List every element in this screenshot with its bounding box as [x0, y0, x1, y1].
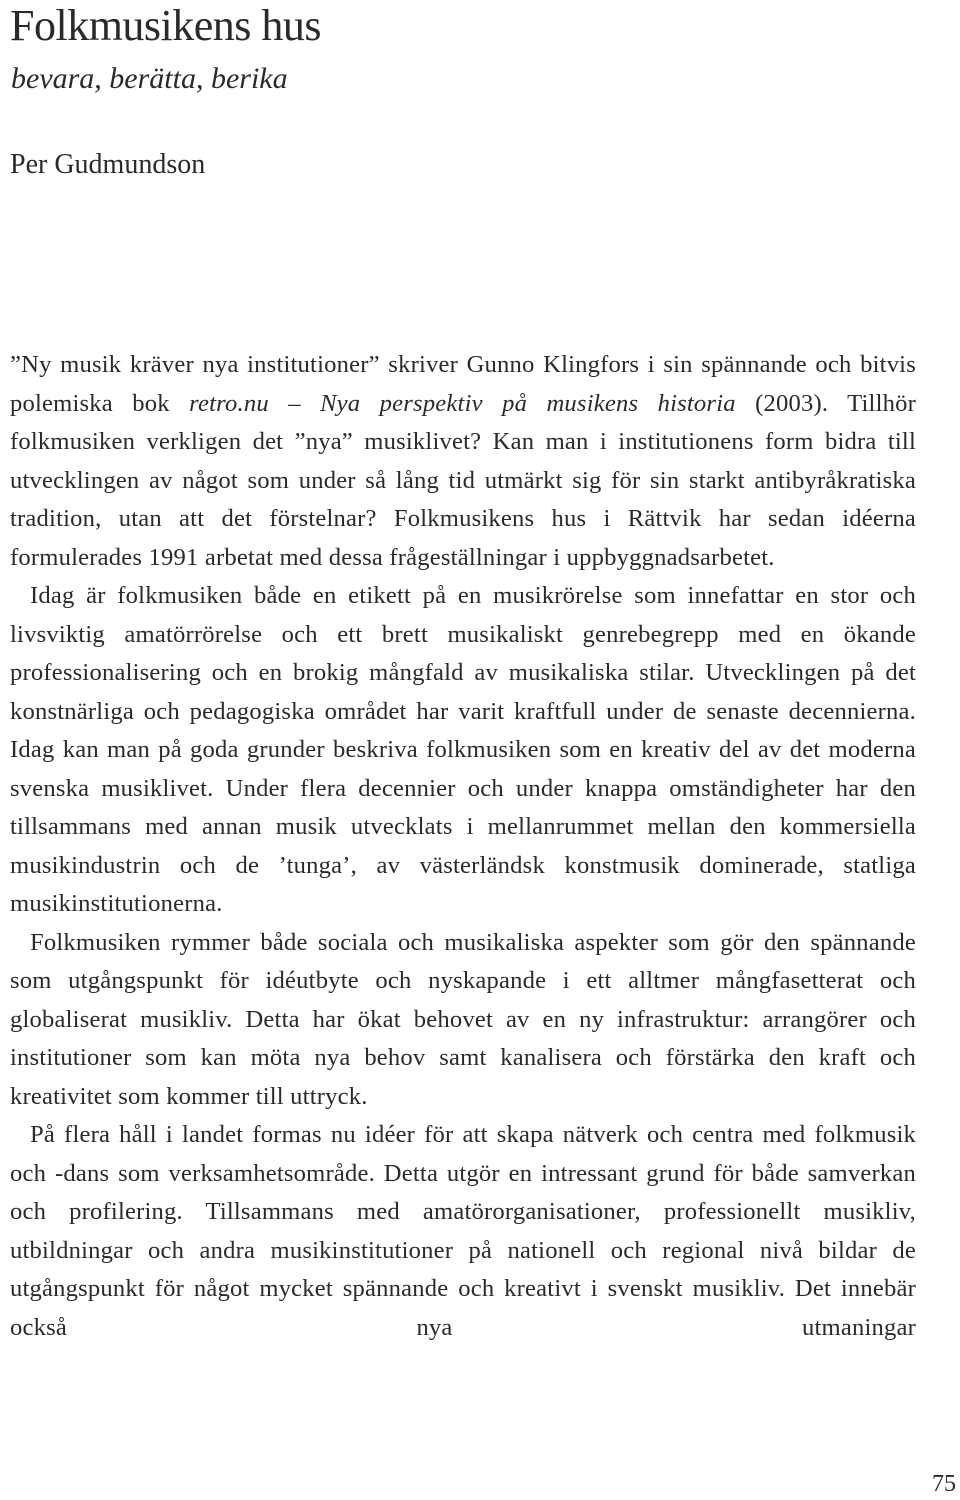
paragraph: [10, 924, 916, 1117]
paragraph: [10, 346, 916, 577]
paragraph: [10, 577, 916, 924]
paragraph: [10, 1116, 916, 1347]
page-number: 75: [932, 1471, 956, 1497]
text-run: (2003). Tillhör folkmusiken verkligen det ”nya” musiklivet? Kan man i institutionens form bidra till utvecklingen av något som under så lång tid utmärkt sig för sin starkt antibyråkratiska tradition, utan att det förstelnar? Folkmusikens hus i Rättvik har sedan idéerna formulerades 1991 arbetat med dessa frågeställningar i uppbyggnadsarbetet.: [10, 389, 916, 571]
article-subtitle: bevara, berätta, berika: [11, 62, 288, 95]
text-run: Idag är folkmusiken både en etikett på en musikrörelse som innefattar en stor och livsviktig amatörrörelse och ett brett musikaliskt genrebegrepp med en ökande professionalisering och en brokig mångfald av musikaliska stilar. Utvecklingen på det konstnärliga och pedagogiska området har varit kraftfull under de senaste decennierna. Idag kan man på goda grunder beskriva folkmusiken som en kreativ del av det moderna svenska musiklivet. Under flera decennier och under knappa omständigheter har den tillsammans med annan musik utvecklats i mellanrummet mellan den kommersiella musikindustrin och de ’tunga’, av västerländsk konstmusik dominerade, statliga musikinstitutionerna.: [10, 582, 916, 917]
book-title: retro.nu – Nya perspektiv på musikens historia: [189, 389, 736, 417]
text-run: ”Ny musik kräver nya institutioner” skriver Gunno Klingfors i sin spännande och bitvis polemiska bok: [10, 351, 916, 417]
article-body: [10, 346, 916, 1347]
article-author: Per Gudmundson: [10, 149, 206, 180]
text-run: Folkmusiken rymmer både sociala och musikaliska aspekter som gör den spännande som utgångspunkt för idéutbyte och nyskapande i ett alltmer mångfasetterat och globaliserat musikliv. Detta har ökat behovet av en ny infrastruktur: arrangörer och institutioner som kan möta nya behov samt kanalisera och förstärka den kraft och kreativitet som kommer till uttryck.: [10, 928, 916, 1110]
text-run: På flera håll i landet formas nu idéer för att skapa nätverk och centra med folkmusik och -dans som verksamhetsområde. Detta utgör en intressant grund för både samverkan och profilering. Tillsammans med amatörorganisationer, professionellt musikliv, utbildningar och andra musikinstitutioner på nationell och regional nivå bildar de utgångspunkt för något mycket spännande och kreativt i svenskt musikliv. Det innebär också nya utmaningar: [10, 1121, 916, 1341]
article-title: Folkmusikens hus: [10, 1, 322, 50]
